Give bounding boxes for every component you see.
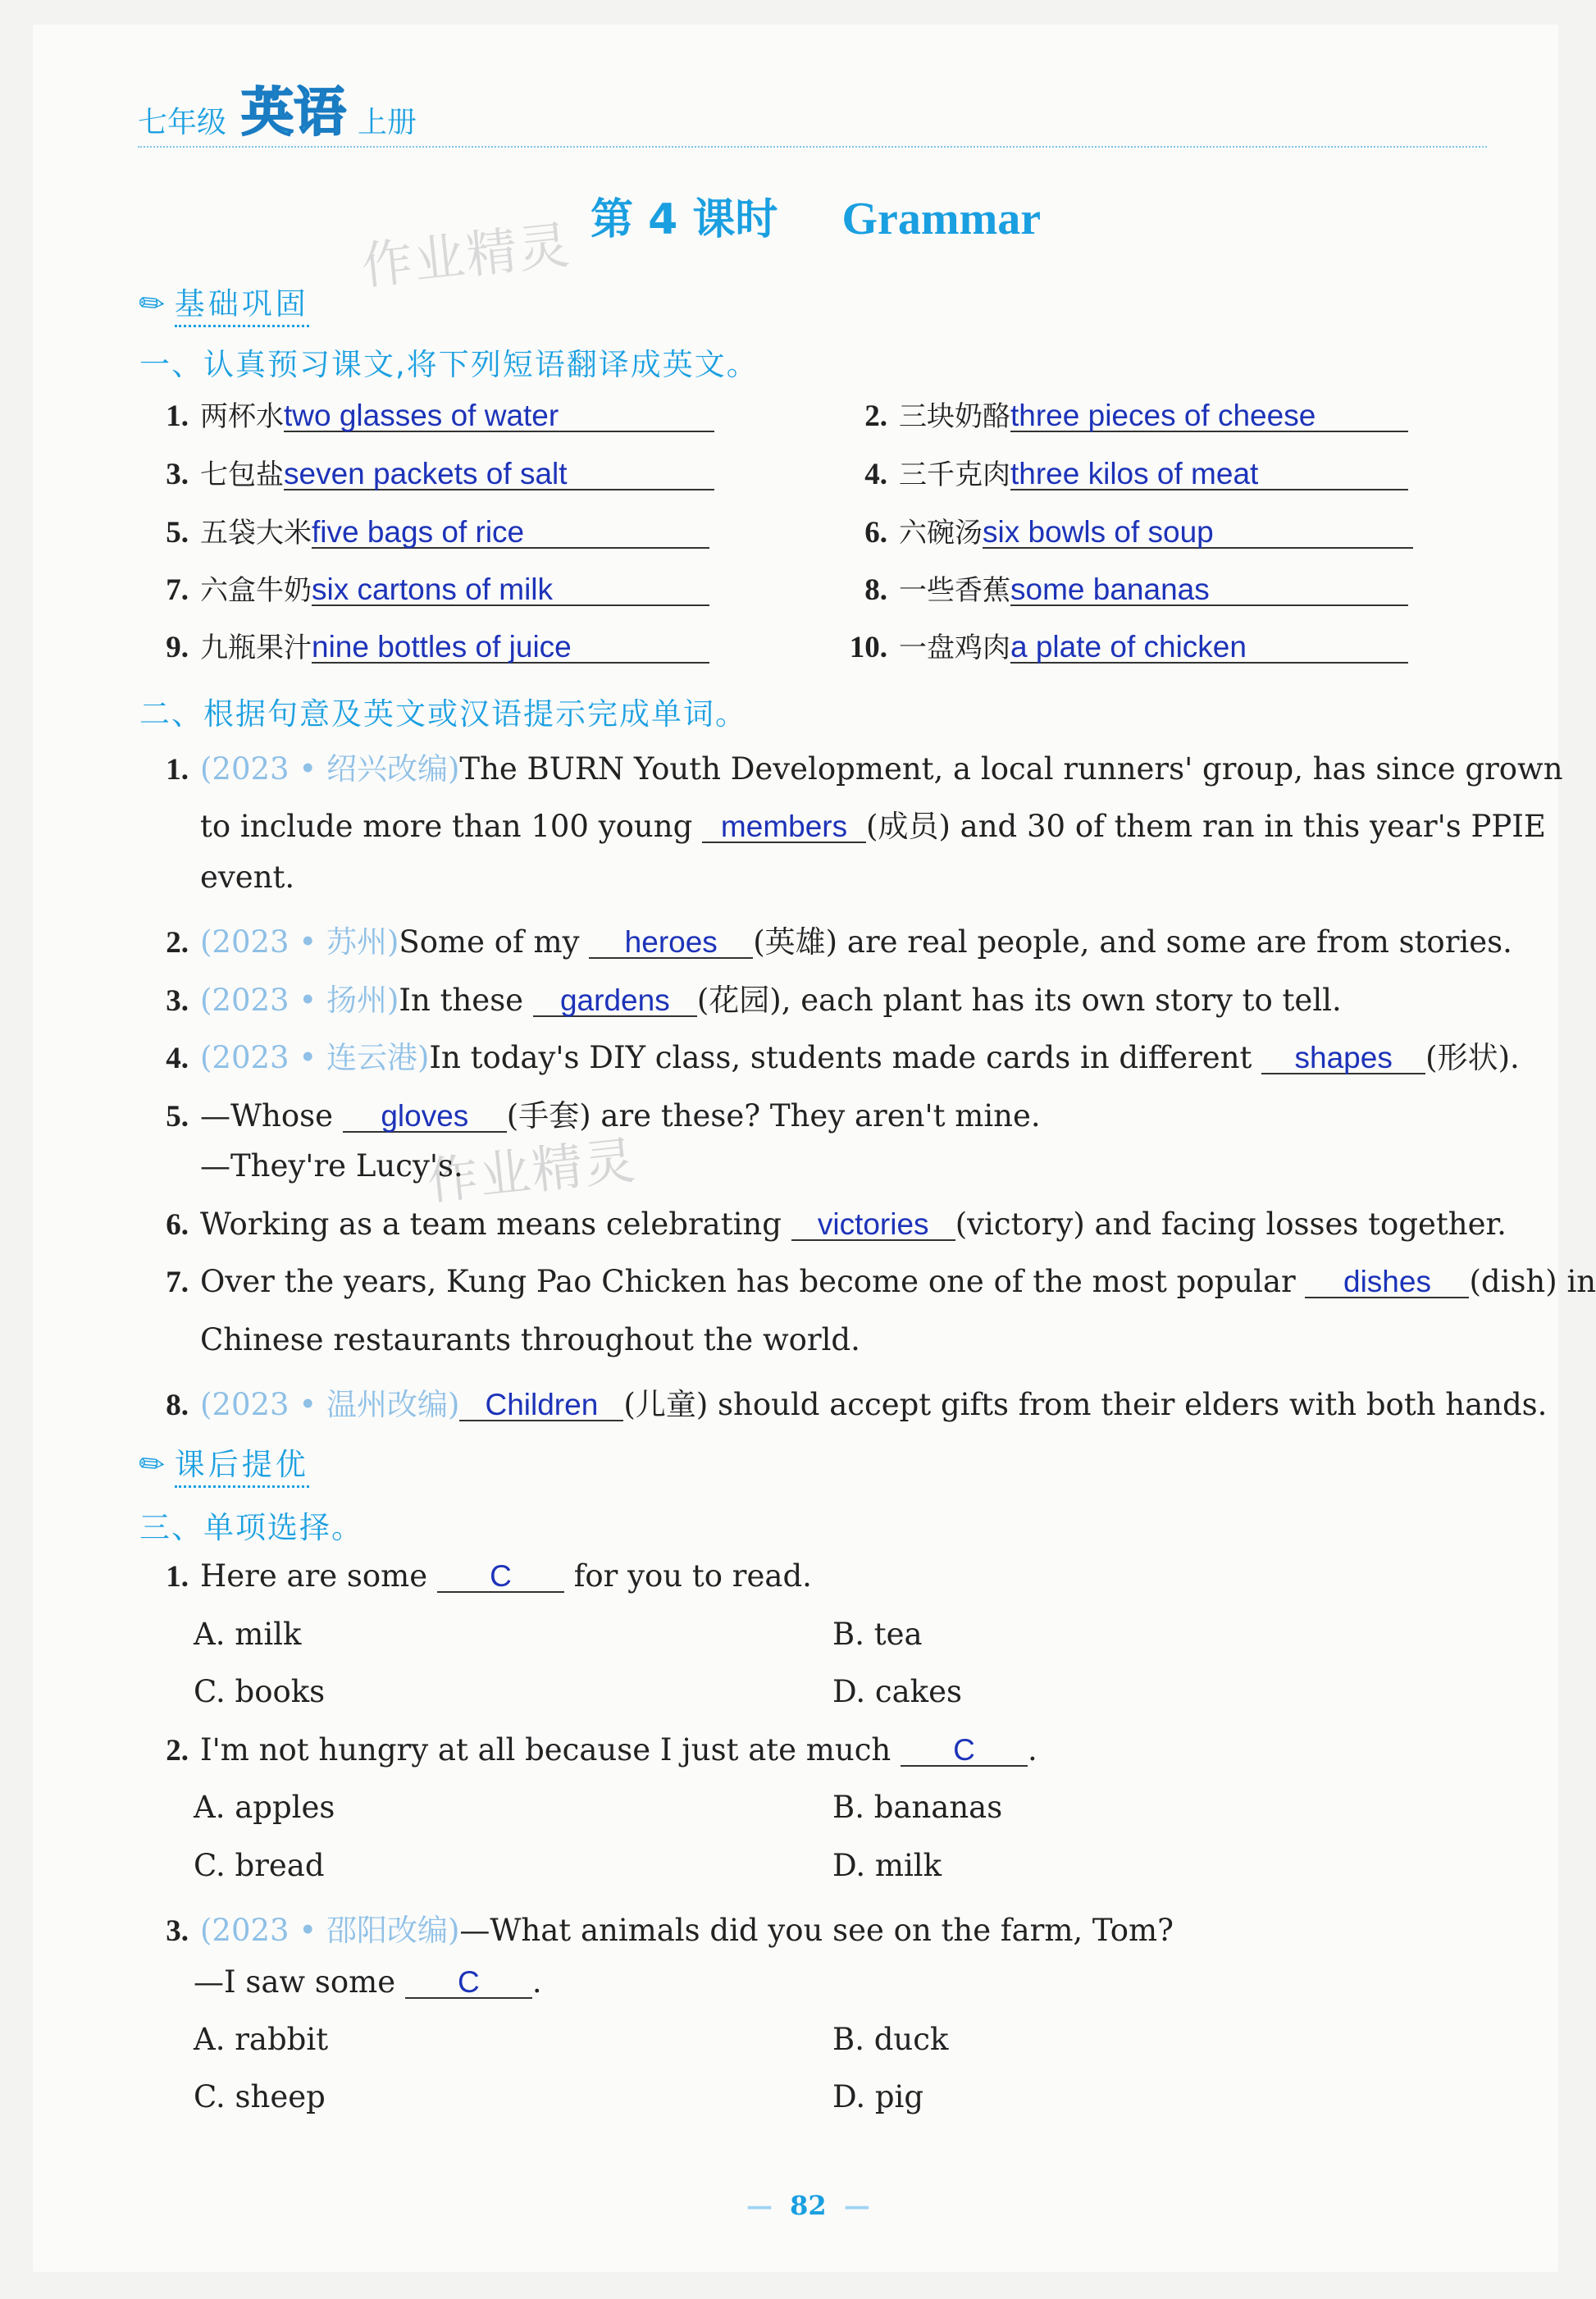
- answer-blank[interactable]: six cartons of milk: [312, 574, 709, 606]
- page-header: [138, 83, 1487, 148]
- part1-title: 一、认真预习课文,将下列短语翻译成英文。: [139, 347, 759, 382]
- fill-question: 6. Working as a team means celebrating victories (victory) and facing losses together.: [166, 1207, 1507, 1242]
- option[interactable]: C. bread: [194, 1848, 325, 1883]
- fill-question-cont: event.: [200, 860, 295, 895]
- answer-blank[interactable]: members: [702, 811, 866, 843]
- vocab-item: 1. 两杯水two glasses of water: [148, 394, 714, 434]
- answer-blank[interactable]: C: [901, 1735, 1028, 1767]
- pencil-icon: ✎: [130, 282, 174, 326]
- answer-blank[interactable]: victories: [791, 1209, 955, 1241]
- pencil-icon: ✎: [130, 1443, 174, 1486]
- mc-question: 1. Here are some C for you to read.: [166, 1558, 812, 1594]
- option[interactable]: D. pig: [832, 2079, 924, 2114]
- fill-question: 7. Over the years, Kung Pao Chicken has become one of the most popular dishes (dish) in: [166, 1264, 1596, 1299]
- option[interactable]: A. rabbit: [194, 2022, 329, 2057]
- answer-blank[interactable]: gardens: [533, 985, 697, 1017]
- answer-blank[interactable]: five bags of rice: [312, 517, 709, 549]
- section-basic-label: 基础巩固: [175, 286, 309, 327]
- answer-blank[interactable]: six bowls of soup: [983, 517, 1413, 549]
- part3-title: 三、单项选择。: [139, 1510, 363, 1545]
- option[interactable]: C. sheep: [194, 2079, 326, 2114]
- mc-question-cont: —I saw some C .: [194, 1964, 542, 2000]
- fill-question: 3. (2023 • 扬州)In these gardens (花园), each plant has its own story to tell.: [166, 983, 1342, 1018]
- answer-blank[interactable]: dishes: [1305, 1266, 1469, 1298]
- option[interactable]: B. tea: [832, 1617, 923, 1652]
- lesson-topic: Grammar: [841, 194, 1042, 244]
- watermark: 作业精灵: [424, 1129, 640, 1212]
- option[interactable]: B. duck: [832, 2022, 949, 2057]
- dash-left: —: [746, 2190, 773, 2221]
- vocab-item: 3. 七包盐seven packets of salt: [148, 452, 714, 492]
- vocab-item: 5. 五袋大米five bags of rice: [148, 510, 709, 550]
- answer-blank[interactable]: shapes: [1261, 1042, 1425, 1074]
- lesson-number: 第 4 课时: [591, 195, 778, 244]
- answer-blank[interactable]: three kilos of meat: [1010, 458, 1408, 490]
- section-after-label: 课后提优: [175, 1447, 309, 1488]
- answer-blank[interactable]: three pieces of cheese: [1010, 400, 1408, 432]
- vocab-item: 6. 六碗汤six bowls of soup: [846, 510, 1413, 550]
- vocab-item: 7. 六盒牛奶six cartons of milk: [148, 568, 709, 608]
- fill-question: 5. —Whose gloves (手套) are these? They aren't mine.: [166, 1098, 1041, 1134]
- dash-right: —: [843, 2190, 870, 2221]
- answer-blank[interactable]: C: [405, 1967, 532, 1999]
- vocab-item: 4. 三千克肉three kilos of meat: [846, 452, 1408, 492]
- mc-question: 3. (2023 • 邵阳改编)—What animals did you see on the farm, Tom?: [166, 1913, 1174, 1948]
- answer-blank[interactable]: C: [437, 1561, 564, 1593]
- option[interactable]: A. apples: [194, 1790, 335, 1825]
- fill-question-cont: —They're Lucy's.: [200, 1148, 463, 1184]
- section-basic: [130, 279, 309, 326]
- option[interactable]: D. cakes: [832, 1674, 962, 1709]
- vocab-item: 10. 一盘鸡肉a plate of chicken: [846, 625, 1408, 665]
- fill-question-cont: to include more than 100 young members (成员) and 30 of them ran in this year's PPIE: [200, 809, 1546, 844]
- answer-blank[interactable]: seven packets of salt: [284, 458, 714, 490]
- header-subject: 英语: [241, 83, 346, 144]
- page-number: — 82 —: [746, 2190, 870, 2221]
- section-after-class: [130, 1439, 309, 1486]
- watermark: 作业精灵: [358, 214, 574, 297]
- answer-blank[interactable]: heroes: [589, 927, 753, 959]
- fill-question: 4. (2023 • 连云港)In today's DIY class, students made cards in different shapes (形状).: [166, 1040, 1520, 1075]
- header-grade: 七年级: [138, 106, 227, 139]
- answer-blank[interactable]: a plate of chicken: [1010, 632, 1408, 664]
- fill-question: 8. (2023 • 温州改编) Children (儿童) should accept gifts from their elders with both hands.: [166, 1387, 1548, 1422]
- answer-blank[interactable]: nine bottles of juice: [312, 632, 709, 664]
- vocab-item: 8. 一些香蕉some bananas: [846, 568, 1408, 608]
- option[interactable]: C. books: [194, 1674, 326, 1709]
- vocab-item: 2. 三块奶酪three pieces of cheese: [846, 394, 1408, 434]
- answer-blank[interactable]: some bananas: [1010, 574, 1408, 606]
- answer-blank[interactable]: gloves: [343, 1101, 507, 1133]
- vocab-item: 9. 九瓶果汁nine bottles of juice: [148, 625, 709, 665]
- lesson-title: [591, 185, 1041, 246]
- answer-blank[interactable]: Children: [459, 1389, 623, 1421]
- fill-question-cont: Chinese restaurants throughout the world.: [200, 1322, 860, 1357]
- mc-question: 2. I'm not hungry at all because I just ate much C .: [166, 1732, 1037, 1768]
- fill-question: 2. (2023 • 苏州)Some of my heroes (英雄) are real people, and some are from stories.: [166, 924, 1512, 960]
- option[interactable]: D. milk: [832, 1848, 942, 1883]
- fill-question: 1. (2023 • 绍兴改编)The BURN Youth Development, a local runners' group, has since grown: [166, 751, 1563, 787]
- header-volume: 上册: [358, 106, 417, 139]
- option[interactable]: B. bananas: [832, 1790, 1003, 1825]
- part2-title: 二、根据句意及英文或汉语提示完成单词。: [139, 696, 747, 732]
- answer-blank[interactable]: two glasses of water: [284, 400, 714, 432]
- option[interactable]: A. milk: [194, 1617, 302, 1652]
